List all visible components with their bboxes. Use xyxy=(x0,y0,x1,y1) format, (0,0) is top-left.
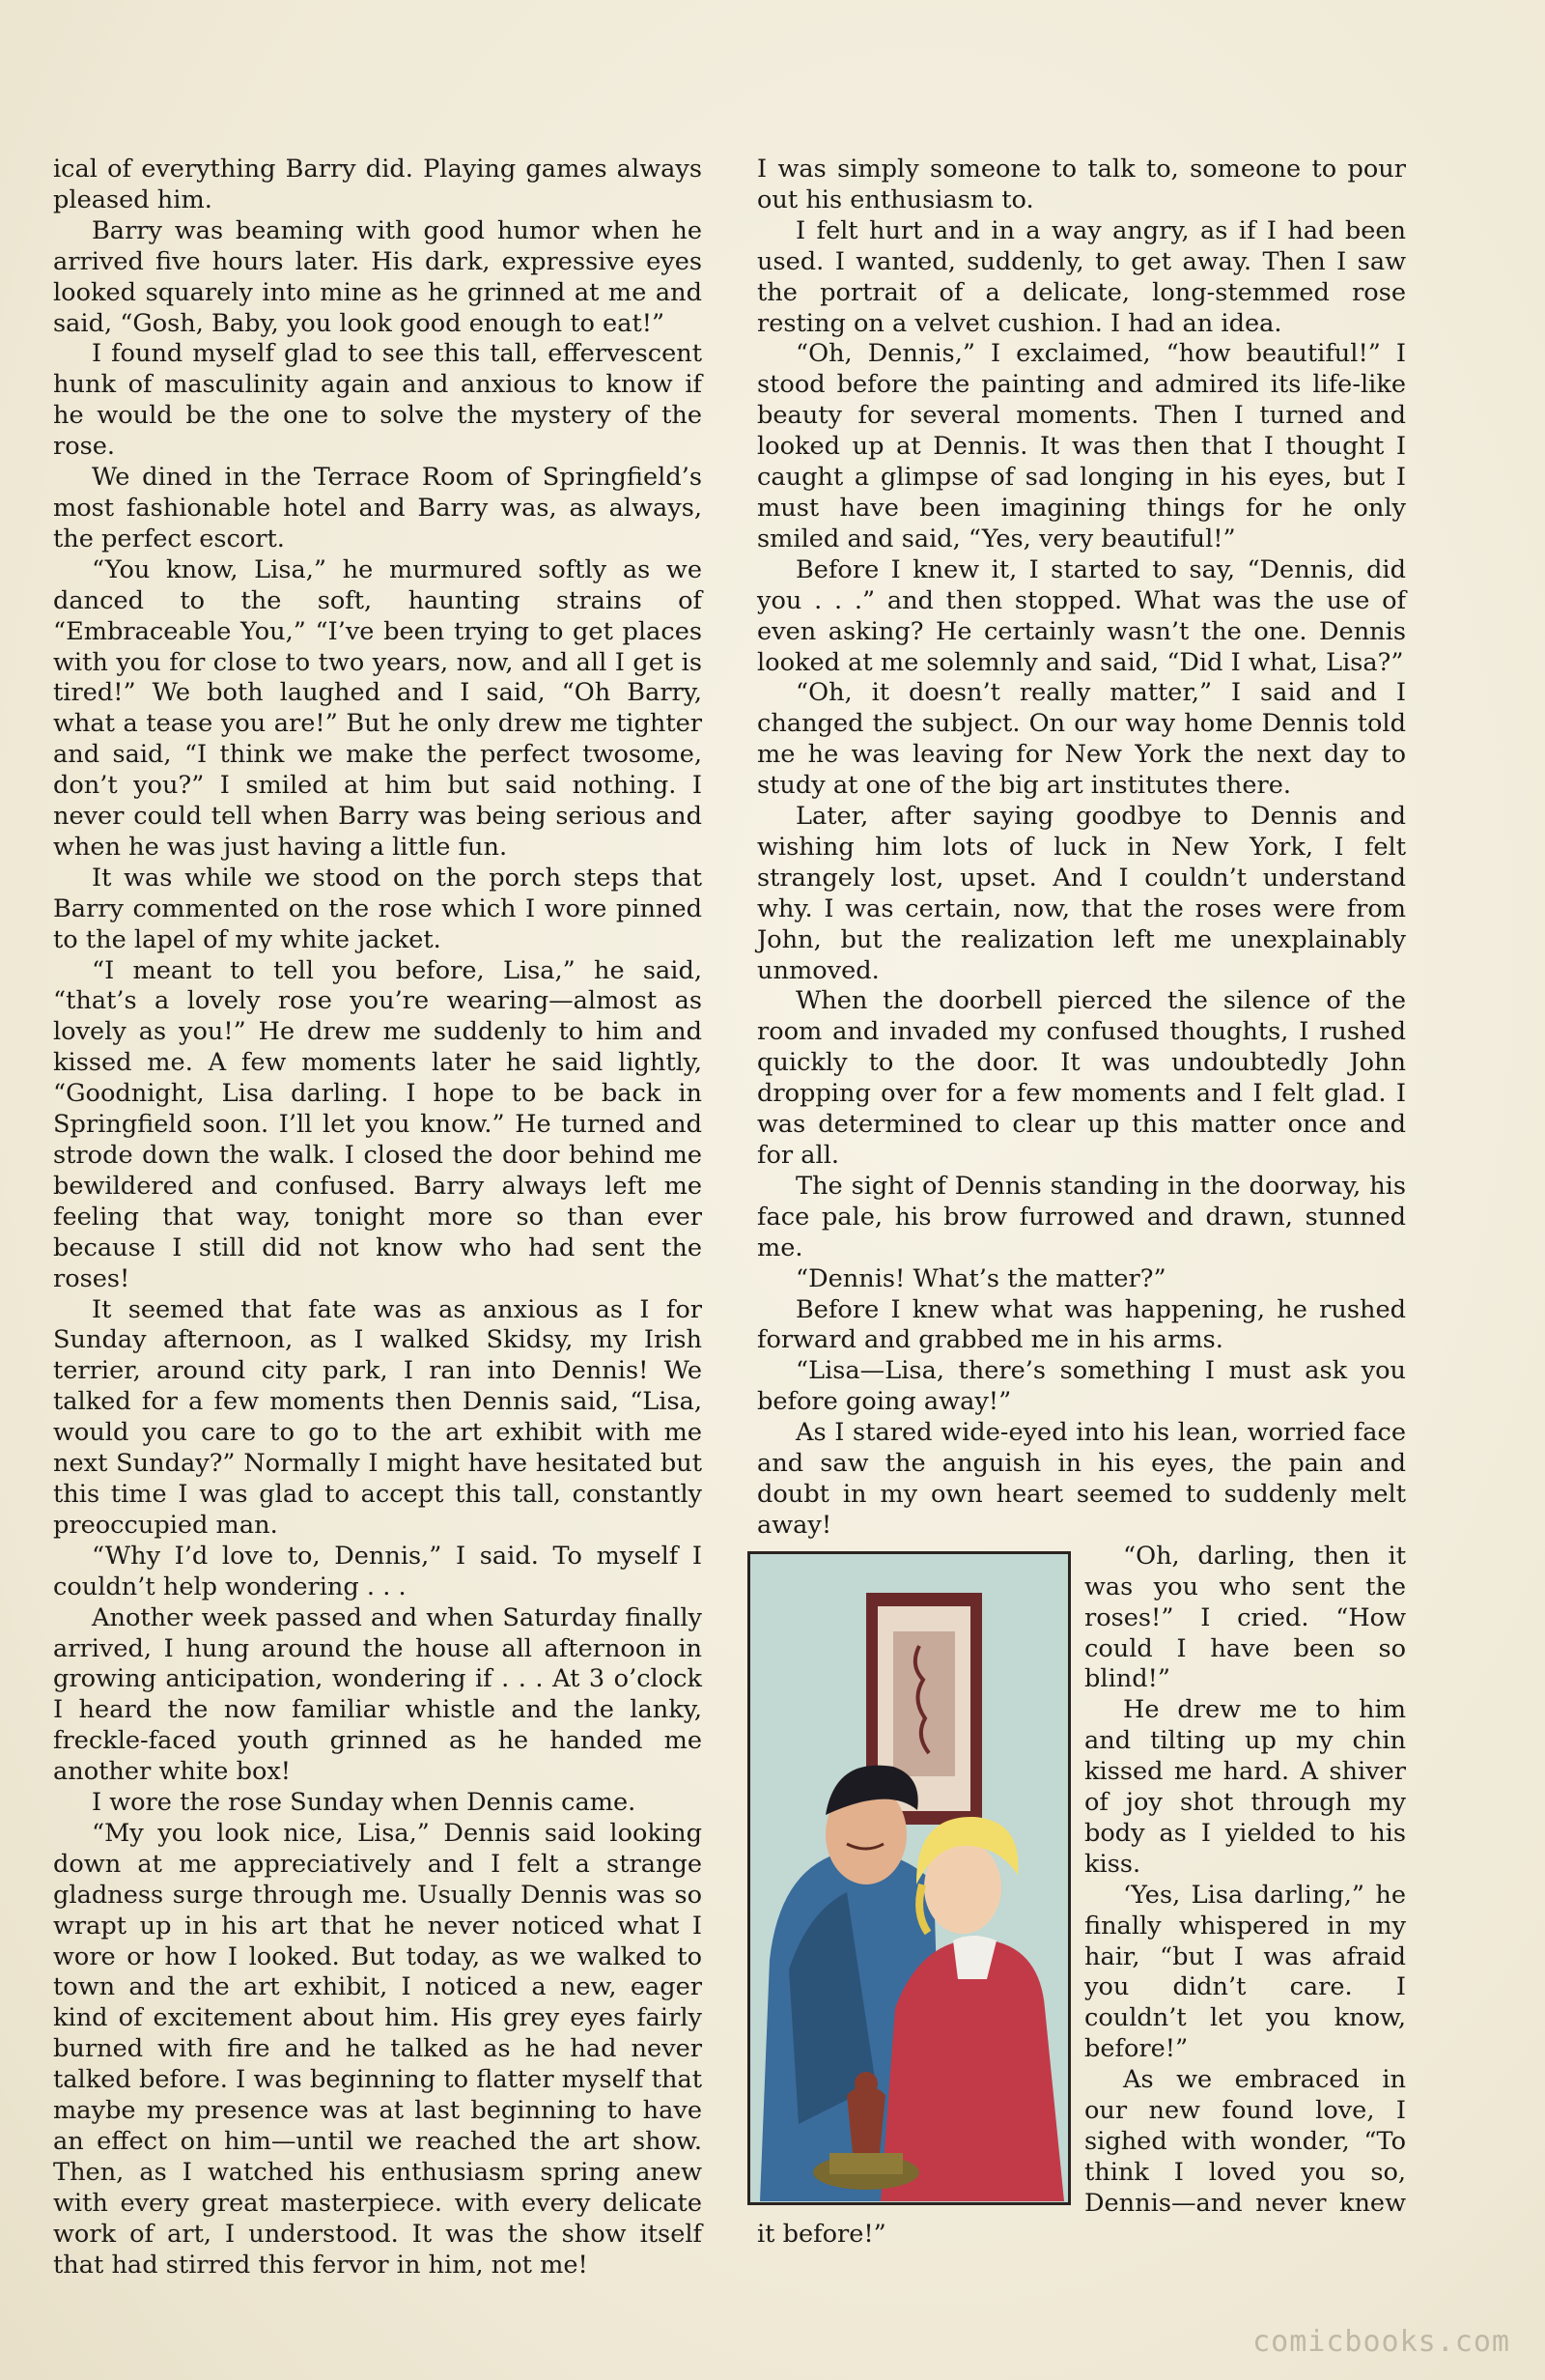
paragraph: ‘Yes, Lisa darling,” he finally whispered in my hair, “but I was afraid you didn’t care. I couldn’t let you know, before!” xyxy=(1084,1880,1406,2064)
paragraph: Later, after saying goodbye to Dennis and wishing him lots of luck in New York, I felt strangely lost, upset. And I couldn’t understand why. I was certain, now, that the roses were from John, but the realization left me unexplainably unmoved. xyxy=(757,802,1406,985)
paragraph: Before I knew it, I started to say, “Dennis, did you . . .” and then stopped. What was the use of even asking? He certainly wasn’t the one. Dennis looked at me solemnly and said, “Did I what, Lisa?” xyxy=(757,554,1406,677)
paragraph: “Lisa—Lisa, there’s something I must ask you before going away!” xyxy=(757,1356,1406,1417)
illustrated-passage xyxy=(757,1542,1406,2251)
embrace-illustration xyxy=(750,1554,1068,2202)
paragraph: He drew me to him and tilting up my chin kissed me hard. A shiver of joy shot through my body as I yielded to his kiss. xyxy=(1084,1695,1406,1879)
paragraph: It seemed that fate was as anxious as I for Sunday afternoon, as I walked Skidsy, my Irish terrier, around city park, I ran into Dennis! We talked for a few moments then Dennis said, “Lisa, would you care to go to the art exhibit with me next Sunday?” Normally I might have hesitated but this time I was glad to accept this tall, constantly preoccupied man. xyxy=(53,1294,702,1540)
left-text-column xyxy=(53,155,702,2281)
paragraph: I felt hurt and in a way angry, as if I had been used. I wanted, suddenly, to get away. Then I saw the portrait of a delicate, long-stemmed rose resting on a velvet cushion. I had an idea. xyxy=(757,215,1406,338)
paragraph: “Oh, darling, then it was you who sent the roses!” I cried. “How could I have been so blind!” xyxy=(1084,1541,1406,1694)
paragraph: Barry was beaming with good humor when he arrived five hours later. His dark, expressive eyes looked squarely into mine as he grinned at me and said, “Gosh, Baby, you look good enough to eat!” xyxy=(53,215,702,338)
paragraph: ical of everything Barry did. Playing games always pleased him. xyxy=(53,155,702,214)
paragraph: “Dennis! What’s the matter?” xyxy=(796,1263,1166,1293)
paragraph: “My you look nice, Lisa,” Dennis said looking down at me appreciatively and I felt a strange gladness surge through me. Usually Dennis was so wrapt up in his art that he never noticed what I wore or how I looked. But today, as we walked to town and the art exhibit, I noticed a new, eager kind of excitement about him. His grey eyes fairly burned with fire and he talked as he had never talked before. I was beginning to flatter myself that maybe my presence was at last beginning to have an effect on him—until we reached the art show. Then, as I watched his enthusiasm spring anew with every great masterpiece. with every delicate work of art, I understood. It was the show itself that had stirred this fervor in him, not me! xyxy=(53,1818,702,2280)
paragraph: As I stared wide-eyed into his lean, worried face and saw the anguish in his eyes, the pain and doubt in my own heart seemed to suddenly melt away! xyxy=(757,1418,1406,1540)
paragraph: The sight of Dennis standing in the doorway, his face pale, his brow furrowed and drawn, stunned me. xyxy=(757,1171,1406,1262)
paragraph: As we embraced in our new found love, I sighed with wonder, “To think I loved you so, Dennis—and never knew it before!” xyxy=(757,2065,1406,2249)
paragraph: I wore the rose Sunday when Dennis came. xyxy=(92,1788,636,1818)
paragraph: When the doorbell pierced the silence of the room and invaded my confused thoughts, I rushed quickly to the door. It was undoubtedly John dropping over for a few moments and I felt glad. I was determined to clear up this matter once and for all. xyxy=(757,986,1406,1170)
site-watermark: comicbooks.com xyxy=(1252,2325,1510,2359)
paragraph: I was simply someone to talk to, someone to pour out his enthusiasm to. xyxy=(757,155,1406,214)
paragraph: Before I knew what was happening, he rushed forward and grabbed me in his arms. xyxy=(757,1294,1406,1355)
paragraph: “Oh, Dennis,” I exclaimed, “how beautiful!” I stood before the painting and admired its life-like beauty for several moments. Then I turned and looked up at Dennis. It was then that I thought I caught a glimpse of sad longing in his eyes, but I must have been imagining things for he only smiled and said, “Yes, very beautiful!” xyxy=(757,339,1406,553)
paragraph: “You know, Lisa,” he murmured softly as we danced to the soft, haunting strains of “Embraceable You,” “I’ve been trying to get places with you for close to two years, now, and all I get is tired!” We both laughed and I said, “Oh Barry, what a tease you are!” But he only drew me tighter and said, “I think we make the perfect twosome, don’t you?” I smiled at him but said nothing. I never could tell when Barry was being serious and when he was just having a little fun. xyxy=(53,554,702,862)
paragraph: “Why I’d love to, Dennis,” I said. To myself I couldn’t help wondering . . . xyxy=(53,1541,702,1601)
paragraph: “I meant to tell you before, Lisa,” he said, “that’s a lovely rose you’re wearing—almost as lovely as you!” He drew me suddenly to him and kissed me. A few moments later he said lightly, “Goodnight, Lisa darling. I hope to be back in Springfield soon. I’ll let you know.” He turned and strode down the walk. I closed the door behind me bewildered and confused. Barry always left me feeling that way, tonight more so than ever because I still did not know who had sent the roses! xyxy=(53,955,702,1293)
paragraph: It was while we stood on the porch steps that Barry commented on the rose which I wore pinned to the lapel of my white jacket. xyxy=(53,863,702,954)
paragraph: “Oh, it doesn’t really matter,” I said and I changed the subject. On our way home Dennis told me he was leaving for New York the next day to study at one of the big art institutes there. xyxy=(757,678,1406,801)
paragraph: Another week passed and when Saturday finally arrived, I hung around the house all afternoon in growing anticipation, wondering if . . . At 3 o’clock I heard the now familiar whistle and the lanky, freckle-faced youth grinned as he handed me another white box! xyxy=(53,1602,702,1787)
paragraph: We dined in the Terrace Room of Springfield’s most fashionable hotel and Barry was, as always, the perfect escort. xyxy=(53,463,702,553)
paragraph: I found myself glad to see this tall, effervescent hunk of masculinity again and anxious to know if he would be the one to solve the mystery of the rose. xyxy=(53,339,702,462)
comic-illustration xyxy=(747,1551,1071,2205)
right-text-column xyxy=(757,155,1406,2251)
